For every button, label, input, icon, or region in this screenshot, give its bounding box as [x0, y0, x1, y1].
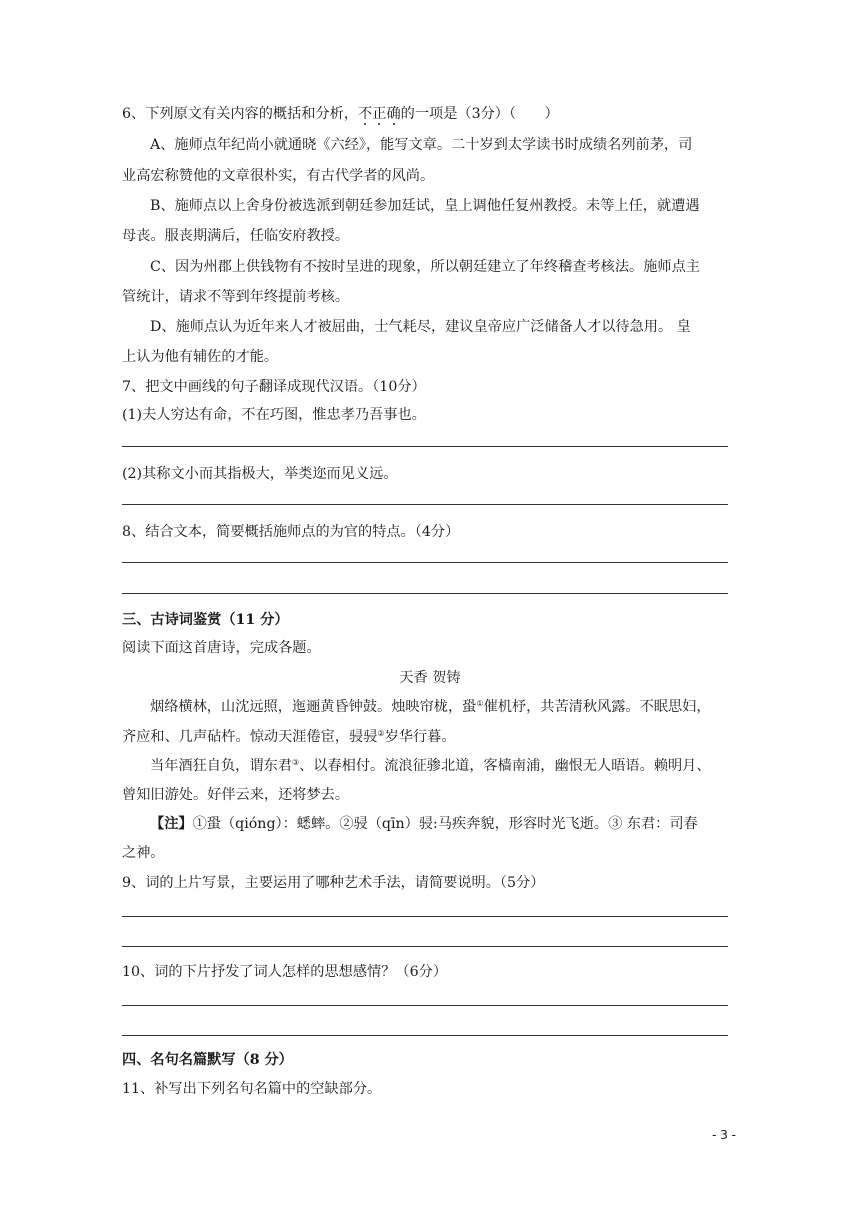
q7-sentence-2: (2)其称文小而其指极大，举类迩而见义远。 [122, 466, 398, 482]
q6-option-a-line2: 业高宏称赞他的文章很朴实，有古代学者的风尚。 [122, 168, 435, 184]
answer-line [122, 446, 728, 447]
poem-stanza-1-line2: 齐应和、几声砧杵。惊动天涯倦宦，骎骎②岁华行暮。 [122, 729, 456, 745]
q6-option-c-line2: 管统计，请求不等到年终提前考核。 [122, 289, 350, 305]
q6-option-a-line1: A、施师点年纪尚小就通晓《六经》，能写文章。二十岁到太学读书时成绩名列前茅，司 [150, 137, 693, 153]
q6-option-b-line1: B、施师点以上舍身份被选派到朝廷参加廷试，皇上调他任复州教授。未等上任，就遭遇 [150, 198, 700, 214]
q6-option-d-line1: D、施师点认为近年来人才被屈曲，士气耗尽，建议皇帝应广泛储备人才以待急用。 皇 [150, 319, 691, 335]
answer-line [122, 916, 728, 917]
poem-stanza-2-line2: 曾知旧游处。好伴云来，还将梦去。 [122, 787, 350, 803]
poem-stanza-2-line1: 当年酒狂自负，谓东君③、以春相付。流浪征骖北道，客樯南浦，幽恨无人晤语。赖明月、 [150, 758, 711, 774]
answer-line [122, 946, 728, 947]
section-3-heading: 三、古诗词鉴赏（11 分） [122, 612, 289, 628]
answer-line [122, 1005, 728, 1006]
q8-stem: 8、结合文本，简要概括施师点的为官的特点。（4分） [122, 524, 460, 540]
poem-title: 天香 贺铸 [399, 670, 461, 686]
poem-notes-line1: 【注】①蛩（qióng）：蟋蟀。②骎（qīn）骎:马疾奔貌，形容时光飞逝。③ 东君：司春 [150, 816, 698, 832]
section-4-heading: 四、名句名篇默写（8 分） [122, 1052, 293, 1068]
q6-stem: 6、下列原文有关内容的概括和分析，不正确的一项是（3分）（ ） [122, 106, 559, 122]
section-3-intro: 阅读下面这首唐诗，完成各题。 [122, 640, 321, 656]
answer-line [122, 504, 728, 505]
answer-line [122, 562, 728, 563]
answer-line [122, 593, 728, 594]
page-number: - 3 - [712, 1128, 736, 1142]
q7-sentence-1: (1)夫人穷达有命，不在巧图，惟忠孝乃吾事也。 [122, 407, 426, 423]
q6-option-d-line2: 上认为他有辅佐的才能。 [122, 349, 279, 365]
answer-line [122, 1035, 728, 1036]
q11-stem: 11、补写出下列名句名篇中的空缺部分。 [122, 1081, 382, 1097]
q6-option-c-line1: C、因为州郡上供钱物有不按时呈进的现象，所以朝廷建立了年终稽查考核法。施师点主 [150, 259, 700, 275]
q10-stem: 10、词的下片抒发了词人怎样的思想感情？（6分） [122, 964, 448, 980]
poem-stanza-1-line1: 烟络横林，山沈远照，迤逦黄昏钟鼓。烛映帘栊，蛩①催机杼，共苦清秋风露。不眠思妇， [150, 699, 711, 715]
q7-stem: 7、把文中画线的句子翻译成现代汉语。（10分） [122, 379, 426, 395]
poem-notes-line2: 之神。 [122, 845, 165, 861]
q9-stem: 9、词的上片写景，主要运用了哪种艺术手法，请简要说明。（5分） [122, 875, 545, 891]
q6-option-b-line2: 母丧。服丧期满后，任临安府教授。 [122, 228, 350, 244]
